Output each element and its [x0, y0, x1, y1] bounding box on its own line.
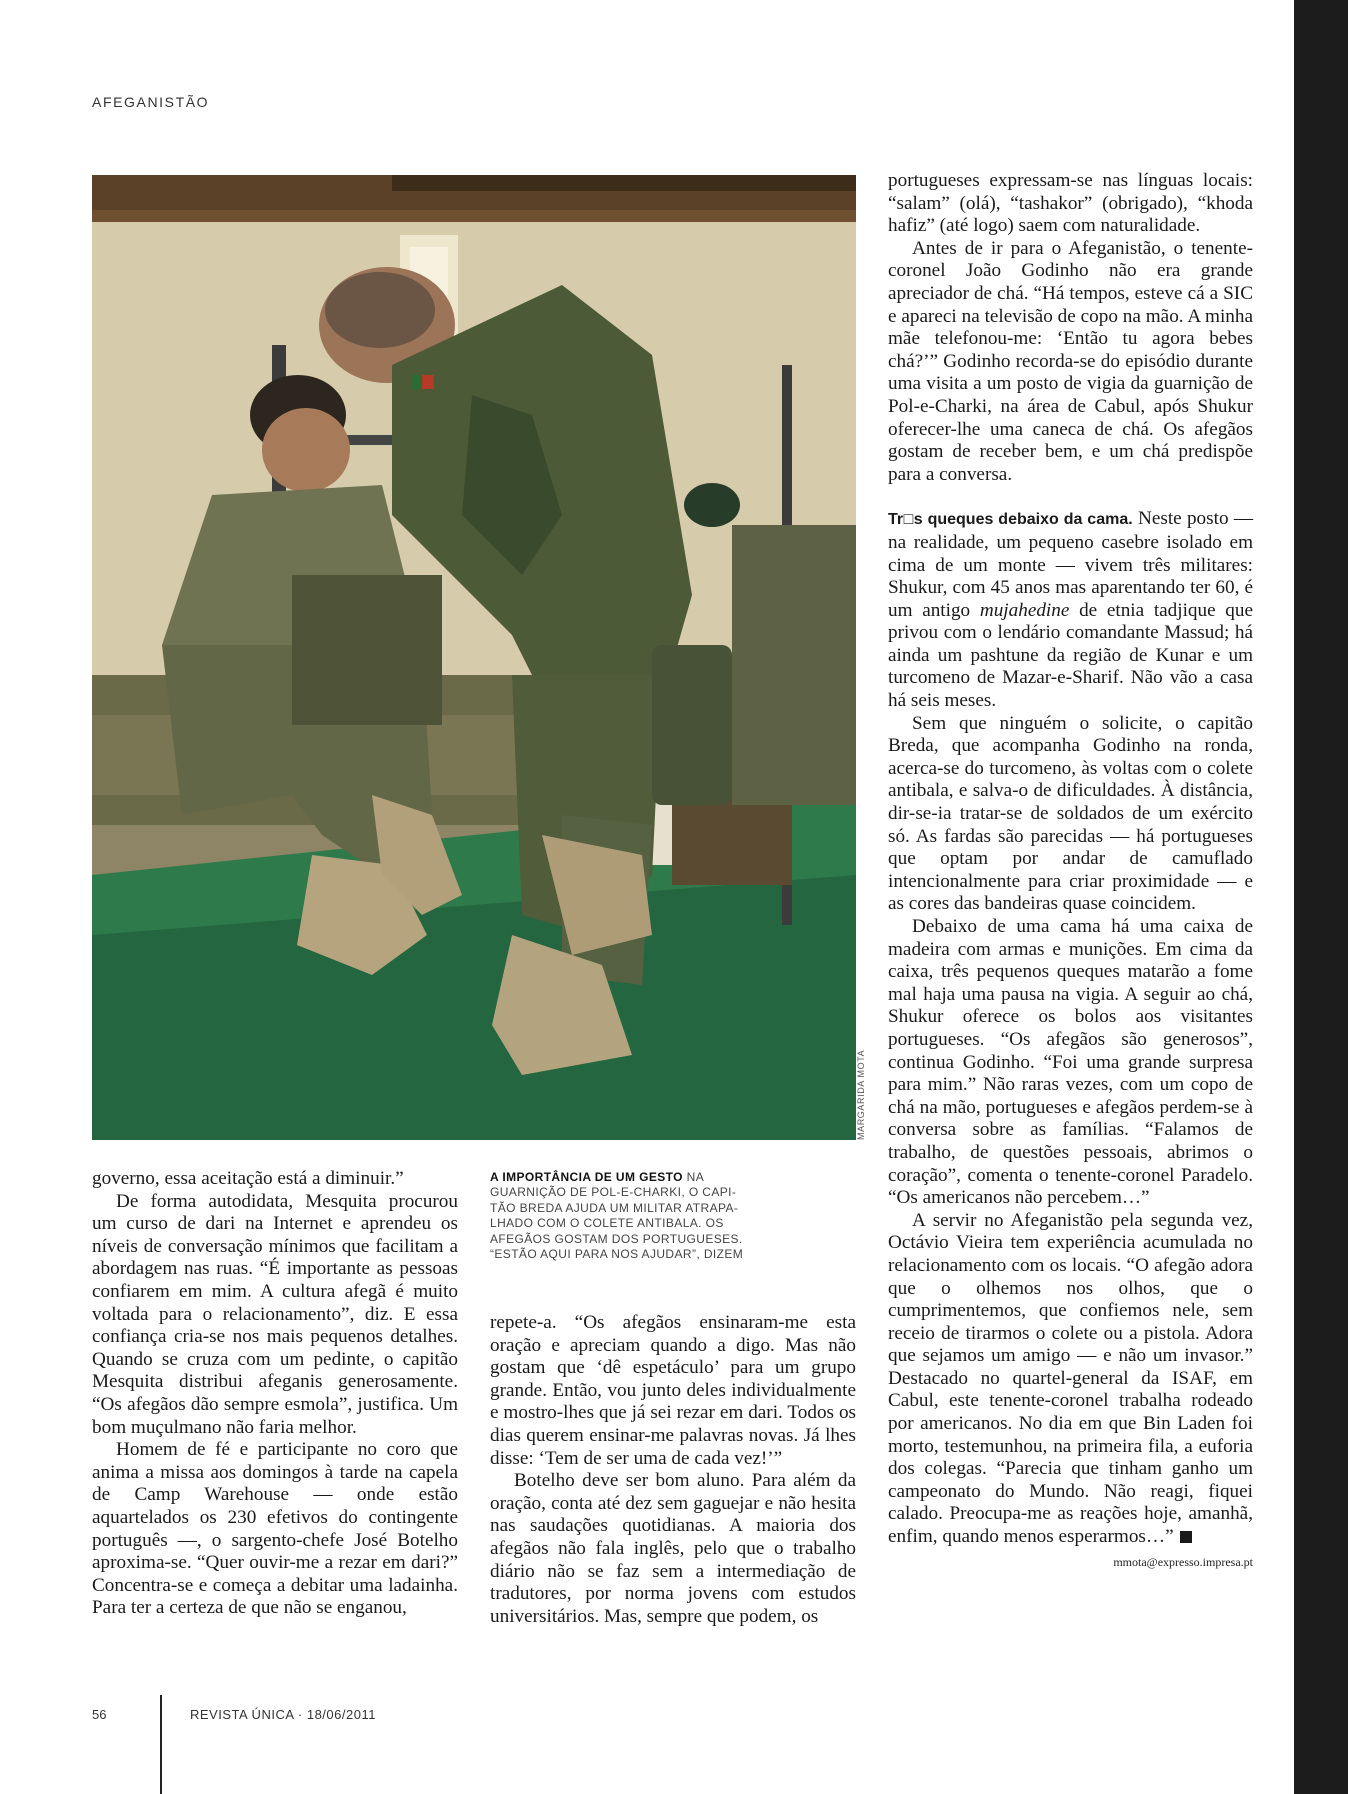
paragraph: repete-a. “Os afegãos ensinaram-me esta oração e apreciam quando a digo. Mas não gostam que ‘dê espetáculo’ para um grupo grande. Então, vou junto deles individualmente e mostro-lhes que já sei rezar em dari. Todos os dias querem ensinar-me palavras novas. Já lhes disse: ‘Tem de ser uma de cada vez!’” [490, 1312, 856, 1469]
page-number: 56 [92, 1707, 107, 1722]
paragraph: governo, essa aceitação está a diminuir.” [92, 1168, 404, 1189]
subhead: Tr□s queques debaixo da cama. [888, 511, 1133, 529]
paragraph-text: Neste posto — na realidade, um pequeno casebre isolado em cima de um monte — vivem três militares: Shukur, com 45 anos mas aparentando ter 60, é um antigo [888, 508, 1254, 621]
article-column-1 [92, 1168, 458, 1620]
paragraph-with-subhead [888, 508, 1253, 712]
magazine-issue: REVISTA ÚNICA · 18/06/2011 [190, 1707, 376, 1722]
caption-first-line [490, 1170, 770, 1185]
paragraph: Botelho deve ser bom aluno. Para além da oração, conta até dez sem gaguejar e não hesita nas saudações quotidianas. A maioria dos afegãos não fala inglês, pelo que o trabalho diário não se faz sem a intermediação de tradutores, por norma jovens com estudos universitários. Mas, sempre que podem, os [490, 1470, 856, 1627]
italic-term: mujahedine [979, 599, 1070, 621]
paragraph: Homem de fé e participante no coro que anima a missa aos domingos à tarde na capela de Camp Warehouse — onde estão aquartelados os 230 efetivos do contingente português —, o sargento-chefe José Botelho aproxima-se. “Quer ouvir-me a rezar em dari?” Concentra-se e começa a debitar uma ladainha. Para ter a certeza de que não se enganou, [92, 1439, 458, 1619]
soldiers-photo-illustration [92, 175, 856, 1140]
paragraph [888, 1210, 1253, 1549]
paragraph: De forma autodidata, Mesquita procurou um curso de dari na Internet e aprendeu os níveis de conversação mínimos que facilitam a abordagem nas ruas. “É importante as pessoas confiarem em mim. A cultura afegã é muito voltada para o relacionamento”, diz. E essa confiança cria-se nos mais pequenos detalhes. Quando se cruza com um pedinte, o capitão Mesquita distribui afeganis generosamente. “Os afegãos dão sempre esmola”, justifica. Um bom muçulmano não faria melhor. [92, 1190, 458, 1438]
page-edge-bar [1294, 0, 1348, 1794]
caption-title: A IMPORTÂNCIA DE UM GESTO [490, 1170, 683, 1184]
caption-line: LHADO COM O COLETE ANTIBALA. OS [490, 1216, 724, 1231]
end-mark-icon [1180, 1531, 1192, 1543]
paragraph: portugueses expressam-se nas línguas locais: “salam” (olá), “tashakor” (obrigado), “khoda hafiz” (até logo) saem com naturalidade. [888, 170, 1253, 237]
paragraph: Antes de ir para o Afeganistão, o tenente-coronel João Godinho não era grande apreciador de chá. “Há tempos, esteve cá a SIC e apareci na televisão de copo na mão. A minha mãe telefonou-me: ‘Então tu agora bebes chá?’” Godinho recorda-se do episódio durante uma visita a um posto de vigia da guarnição de Pol-e-Charki, na área de Cabul, após Shukur oferecer-lhe uma caneca de chá. Os afegãos gostam de receber bem, e um chá predispõe para a conversa. [888, 237, 1253, 485]
caption-line: AFEGÃOS GOSTAM DOS PORTUGUESES. [490, 1231, 743, 1246]
caption-line: “ESTÃO AQUI PARA NOS AJUDAR”, DIZEM [490, 1247, 744, 1262]
paragraph-text: A servir no Afeganistão pela segunda vez, Octávio Vieira tem experiência acumulada no relacionamento com os locais. “O afegão adora que o olhemos nos olhos, que o cumprimentemos, que confiemos nele, sem receio de tirarmos o colete ou a pistola. Adora que sejamos um amigo — e não um invasor.” Destacado no quartel-general da ISAF, em Cabul, este tenente-coronel trabalha rodeado por americanos. No dia em que Bin Laden foi morto, testemunhou, na primeira fila, a euforia dos colegas. “Parecia que tinham ganho um campeonato do Mundo. Não reagi, fiquei calado. Preocupa-me as reações hoje, amanhã, enfim, quando menos esperarmos…” [888, 1209, 1253, 1548]
caption-line: TÃO BREDA AJUDA UM MILITAR ATRAPA- [490, 1200, 739, 1215]
author-email: mmota@expresso.impresa.pt [1113, 1555, 1253, 1569]
footer-divider [160, 1695, 162, 1794]
article-photo [92, 175, 856, 1140]
section-label: AFEGANISTÃO [92, 94, 210, 110]
article-column-3 [888, 170, 1253, 1549]
photo-caption [490, 1170, 770, 1262]
caption-line: NA [686, 1170, 705, 1184]
paragraph: Sem que ninguém o solicite, o capitão Breda, que acompanha Godinho na ronda, acerca-se do turcomeno, às voltas com o colete antibala, e salva-o de dificuldades. À distância, dir-se-ia tratar-se de soldados de um exército só. As fardas são parecidas — há portugueses que optam por andar de camuflado intencionalmente para criar proximidade — e as cores das bandeiras quase coincidem. [888, 712, 1253, 915]
photo-credit: MARGARIDA MOTA [856, 1049, 866, 1140]
paragraph-text: de etnia tadjique que privou com o lendário comandante Massud; há ainda um pashtune da região de Kunar e um turcomeno de Mazar-e-Sharif. Não vão a casa há seis meses. [888, 599, 1254, 712]
caption-line: GUARNIÇÃO DE POL-E-CHARKI, O CAPI- [490, 1185, 737, 1200]
paragraph: Debaixo de uma cama há uma caixa de madeira com armas e munições. Em cima da caixa, três pequenos queques matarão a fome mal haja uma pausa na vigia. A seguir ao chá, Shukur oferece os bolos aos visitantes portugueses. “Os afegãos são generosos”, continua Godinho. “Foi uma grande surpresa para mim.” Não raras vezes, com um copo de chá na mão, portugueses e afegãos perdem-se à conversa sobre as famílias. “Falamos de trabalho, de questões pessoais, abrimos o coração”, comenta o tenente-coronel Paradelo. “Os americanos não percebem…” [888, 916, 1253, 1209]
article-column-2 [490, 1312, 856, 1628]
